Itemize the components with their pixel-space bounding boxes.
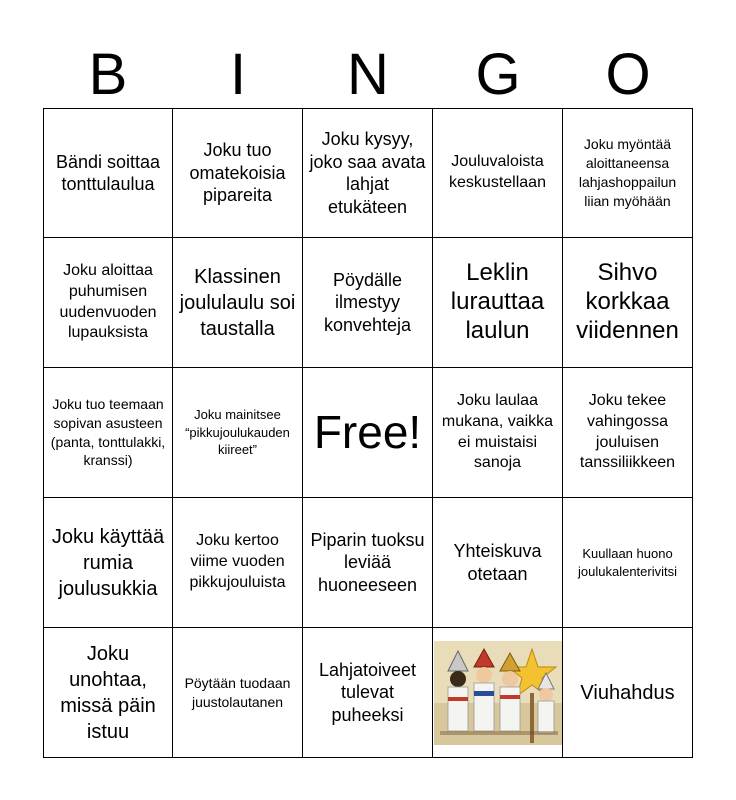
header-letter-b: B [88,41,128,107]
bingo-cell[interactable]: Joku käyttää rumia joulusukkia [43,498,173,628]
bingo-cell[interactable]: Yhteiskuva otetaan [433,498,563,628]
bingo-cell[interactable]: Joku tekee vahingossa jouluisen tanssiliikkeen [563,368,693,498]
bingo-cell[interactable]: Kuullaan huono joulukalenterivitsi [563,498,693,628]
bingo-cell[interactable]: Piparin tuoksu leviää huoneeseen [303,498,433,628]
bingo-cell[interactable]: Lahjatoiveet tulevat puheeksi [303,628,433,758]
header-letter-i: I [229,41,247,107]
image-cell[interactable] [433,628,563,758]
bingo-cell[interactable]: Joku tuo omatekoisia pipareita [173,108,303,238]
bingo-cell[interactable]: Joku kysyy, joko saa avata lahjat etukäteen [303,108,433,238]
bingo-cell[interactable]: Joku tuo teemaan sopivan asusteen (panta, tonttulakki, kranssi) [43,368,173,498]
bingo-cell[interactable]: Sihvo korkkaa viidennen [563,238,693,368]
bingo-grid [43,108,693,758]
header-letter-g: G [475,41,521,107]
bingo-cell[interactable]: Jouluvaloista keskustellaan [433,108,563,238]
bingo-cell[interactable]: Pöydälle ilmestyy konvehteja [303,238,433,368]
bingo-cell[interactable]: Joku kertoo viime vuoden pikkujouluista [173,498,303,628]
free-space-cell[interactable]: Free! [303,368,433,498]
bingo-cell[interactable]: Klassinen joululaulu soi taustalla [173,238,303,368]
bingo-cell[interactable]: Viuhahdus [563,628,693,758]
bingo-cell[interactable]: Joku mainitsee “pikkujoulukauden kiireet” [173,368,303,498]
christmas-star-boys-illustration [434,641,562,745]
bingo-cell[interactable]: Joku laulaa mukana, vaikka ei muistaisi sanoja [433,368,563,498]
header-letter-o: O [605,41,651,107]
bingo-cell[interactable]: Joku unohtaa, missä päin istuu [43,628,173,758]
bingo-cell[interactable]: Leklin lurauttaa laulun [433,238,563,368]
bingo-cell[interactable]: Joku myöntää aloittaneensa lahjashoppailun liian myöhään [563,108,693,238]
bingo-header [43,40,693,108]
header-letter-n: N [347,41,389,107]
bingo-cell[interactable]: Pöytään tuodaan juustolautanen [173,628,303,758]
bingo-cell[interactable]: Bändi soittaa tonttulaulua [43,108,173,238]
bingo-cell[interactable]: Joku aloittaa puhumisen uudenvuoden lupauksista [43,238,173,368]
